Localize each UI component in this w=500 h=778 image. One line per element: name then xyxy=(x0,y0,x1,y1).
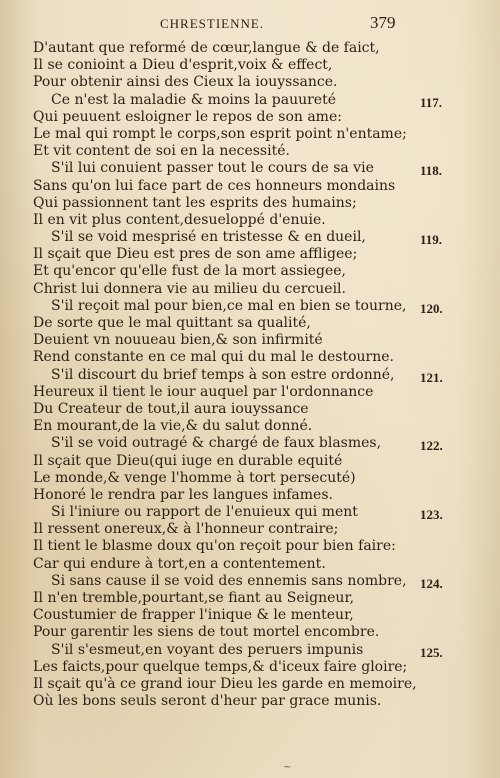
verse-line: Honoré le rendra par les langues infames. xyxy=(33,486,333,503)
verse-line-text: S'il s'esmeut,en voyant des peruers impunis xyxy=(51,641,364,658)
stanza-121 xyxy=(0,367,500,436)
verse-line: Le monde,& venge l'homme à tort persecuté) xyxy=(33,469,356,486)
verse-line: Pour garentir les siens de tout mortel encombre. xyxy=(33,624,380,641)
verse-line xyxy=(0,92,500,109)
verse-line xyxy=(0,229,500,246)
verse-line: Le mal qui rompt le corps,son esprit point n'entame; xyxy=(33,125,407,142)
verse-line-text: S'il reçoit mal pour bien,ce mal en bien se tourne, xyxy=(51,297,407,314)
stanza-122 xyxy=(0,435,500,504)
page-header xyxy=(0,12,500,36)
verse-line: Heureux il tient le iour auquel par l'ordonnance xyxy=(33,383,374,400)
verse-line: Qui peuuent esloigner le repos de son ame: xyxy=(33,108,342,125)
verse-line: Il n'en tremble,pourtant,se fiant au Seigneur, xyxy=(33,590,355,606)
page-number: 379 xyxy=(370,13,396,32)
verse-line: Il en vit plus content,desueloppé d'enuie. xyxy=(33,211,326,228)
running-head: CHRESTIENNE. xyxy=(160,16,265,31)
verse-line: Il sçait que Dieu est pres de son ame affligee; xyxy=(33,246,358,263)
verse-line-text: S'il discourt du brief temps à son estre ordonné, xyxy=(51,366,395,383)
verse-line: Il ressent onereux,& à l'honneur contraire; xyxy=(33,521,339,538)
verse-line: Car qui endure à tort,en a contentement. xyxy=(33,555,326,572)
verse-line: Sans qu'on lui face part de ces honneurs mondains xyxy=(33,177,396,194)
stanza-number: 121. xyxy=(420,369,443,385)
verse-line-text: Si l'iniure ou rapport de l'enuieux qui ment xyxy=(51,504,358,521)
verse-line: Il tient le blasme doux qu'on reçoit pour bien faire: xyxy=(33,538,396,555)
stanza-number: 122. xyxy=(420,438,443,454)
stanza-123 xyxy=(0,504,500,573)
printers-mark: ~ xyxy=(283,762,292,773)
verse-line: Il sçait qu'à ce grand iour Dieu les garde en memoire, xyxy=(33,675,417,692)
stanza-118 xyxy=(0,160,500,229)
verse-line: De sorte que le mal quittant sa qualité, xyxy=(33,315,311,331)
stanza-117 xyxy=(0,92,500,161)
stanza-120 xyxy=(0,298,500,367)
verse-line: Il se conioint a Dieu d'esprit,voix & effect, xyxy=(33,57,333,74)
stanza-number: 118. xyxy=(420,163,443,179)
verse-line: Coustumier de frapper l'inique & le menteur, xyxy=(33,607,354,624)
verse-line xyxy=(0,573,500,590)
stanza-125 xyxy=(0,642,500,711)
verse-line xyxy=(0,160,500,177)
stanza-number: 123. xyxy=(420,507,443,523)
verse-line: Du Createur de tout,il aura iouyssance xyxy=(33,400,309,417)
stanza-124 xyxy=(0,573,500,642)
verse-line xyxy=(0,435,500,452)
stanza-number: 117. xyxy=(420,94,443,110)
verse-line-text: S'il se void outragé & chargé de faux blasmes, xyxy=(51,435,382,452)
stanza-116 xyxy=(0,40,500,92)
verse-line: Pour obtenir ainsi des Cieux la iouyssance. xyxy=(33,74,338,91)
verse-line: Il sçait que Dieu(qui iuge en durable equité xyxy=(33,452,343,469)
stanza-number: 119. xyxy=(420,232,443,248)
verse-line: Les faicts,pour quelque temps,& d'iceux faire gloire; xyxy=(33,658,408,675)
stanza-number: 120. xyxy=(420,300,443,316)
verse-line: Et vit content de soi en la necessité. xyxy=(33,143,290,160)
verse-line: Où les bons seuls seront d'heur par grace munis. xyxy=(33,693,382,710)
stanza-number: 125. xyxy=(420,644,443,660)
verse-line xyxy=(0,642,500,659)
verse-line-text: Ce n'est la maladie & moins la pauureté xyxy=(51,91,337,108)
verse-line xyxy=(0,367,500,384)
stanza-number: 124. xyxy=(420,575,443,591)
verse-line xyxy=(0,298,500,315)
verse-line: Rend constante en ce mal qui du mal le destourne. xyxy=(33,349,394,366)
verse-line-text: S'il lui conuient passer tout le cours de sa vie xyxy=(51,160,374,177)
verse-line xyxy=(0,504,500,521)
verse-text xyxy=(0,40,500,710)
verse-line: Qui passionnent tant les esprits des humains; xyxy=(33,194,357,211)
verse-line: D'autant que reformé de cœur,langue & de faict, xyxy=(33,40,380,56)
verse-line: Et qu'encor qu'elle fust de la mort assiegee, xyxy=(33,263,347,280)
verse-line: En mourant,de la vie,& du salut donné. xyxy=(33,418,313,435)
verse-line: Deuient vn nouueau bien,& son infirmité xyxy=(33,332,323,349)
verse-line-text: S'il se void mesprisé en tristesse & en dueil, xyxy=(51,229,366,246)
stanza-119 xyxy=(0,229,500,298)
verse-line-text: Si sans cause il se void des ennemis sans nombre, xyxy=(51,572,407,589)
verse-line: Christ lui donnera vie au milieu du cercueil. xyxy=(33,280,346,297)
